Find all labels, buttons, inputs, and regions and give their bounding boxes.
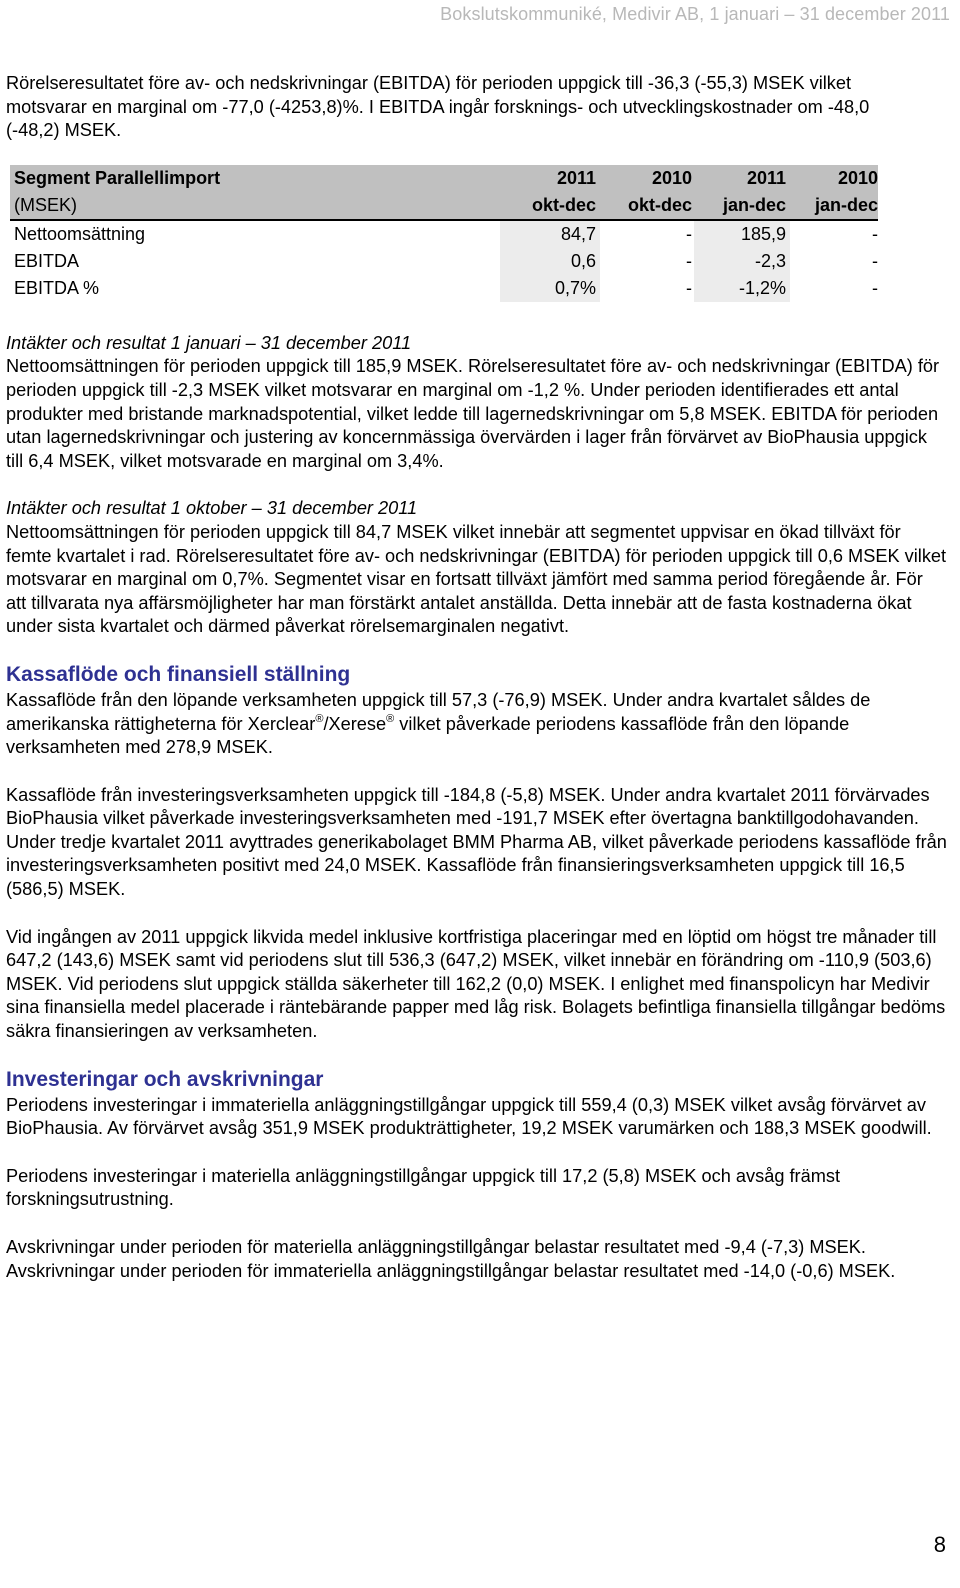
row-label: EBITDA — [14, 250, 80, 271]
investeringar-paragraph-2: Periodens investeringar i materiella anläggningstillgångar uppgick till 17,2 (5,8) MSEK och avsåg främst forskningsutrustning. — [6, 1165, 841, 1210]
col-year: 2010 — [651, 167, 692, 188]
table-header-row-periods — [10, 192, 878, 221]
table-cell: 185,9 — [740, 223, 786, 244]
table-cell: - — [872, 223, 878, 244]
text-span: vilket påverkade periodens kassaflöde från den löpande verksamheten med 278,9 MSEK. — [6, 713, 850, 758]
section-paragraph: Nettoomsättningen för perioden uppgick till 185,9 MSEK. Rörelseresultatet före av- och nedskrivningar (EBITDA) för perioden uppgick till -2,3 MSEK vilket motsvarar en marginal om -1,2 %. Under perioden identifierades ett antal produkter med bristande marknadspotential, vilket ledde till lagernedskrivningar om 5,8 MSEK. EBITDA för perioden utan lagernedskrivningar och justering av koncernmässiga övervärden i lager från förvärvet av BioPhausia uppgick till 6,4 MSEK, vilket motsvarade en marginal om 3,4%. — [6, 356, 940, 471]
table-cell: 0,6 — [570, 250, 596, 271]
table-cell: -2,3 — [754, 250, 786, 271]
section-heading-q4: Intäkter och resultat 1 oktober – 31 december 2011 — [6, 498, 418, 519]
text-span: /Xerese — [323, 713, 387, 734]
table-cell: 0,7% — [554, 277, 596, 298]
kassaflode-paragraph-1 — [6, 689, 948, 760]
row-label: EBITDA % — [14, 277, 100, 298]
heading-kassaflode: Kassaflöde och finansiell ställning — [6, 662, 351, 686]
table-cell: - — [872, 250, 878, 271]
table-row — [10, 221, 878, 248]
table-cell: 84,7 — [560, 223, 596, 244]
investeringar-paragraph-1: Periodens investeringar i immateriella anläggningstillgångar uppgick till 559,4 (0,3) MSEK vilket avsåg förvärvet av BioPhausia. Av förvärvet avsåg 351,9 MSEK produkträttigheter, 19,2 MSEK varumärken och 188,3 MSEK goodwill. — [6, 1094, 932, 1139]
section-paragraph: Nettoomsättningen för perioden uppgick till 84,7 MSEK vilket innebär att segmentet uppvisar en ökad tillväxt för femte kvartalet i rad. Rörelseresultatet före av- och nedskrivningar (EBITDA) för perioden uppgick till 0,6 MSEK vilket motsvarar en marginal om 0,7%. Segmentet visar en fortsatt tillväxt jämfört med samma period föregående år. För att tillvarata nya affärsmöjligheter har man förstärkt antalet anställda. Detta innebär att de fasta kostnaderna ökat under sista kvartalet och därmed påverkat rörelsemarginalen negativt. — [6, 521, 947, 637]
col-period: okt-dec — [627, 194, 692, 215]
col-period: okt-dec — [531, 194, 596, 215]
table-cell: -1,2% — [738, 277, 786, 298]
kassaflode-paragraph-2: Kassaflöde från investeringsverksamheten uppgick till -184,8 (-5,8) MSEK. Under andra kvartalet 2011 förvärvades BioPhausia vilket påverkade investeringsverksamheten med -191,7 MSEK efter övertagna banktillgodohavanden. Under tredje kvartalet 2011 avyttrades generikabolaget BMM Pharma AB, vilket påverkade periodens kassaflöde från investeringsverksamheten positivt med 24,0 MSEK. Kassaflöde från finansieringsverksamheten uppgick till 16,5 (586,5) MSEK. — [6, 784, 947, 900]
table-header-row-years — [10, 165, 878, 192]
table-cell: - — [686, 223, 692, 244]
table-cell: - — [686, 250, 692, 271]
row-label: Nettoomsättning — [14, 223, 146, 244]
col-year: 2011 — [556, 167, 596, 188]
table-cell: - — [686, 277, 692, 298]
section-heading-full-year: Intäkter och resultat 1 januari – 31 december 2011 — [6, 332, 412, 353]
registered-mark: ® — [315, 712, 324, 725]
table-row — [10, 275, 878, 302]
page-header: Bokslutskommuniké, Medivir AB, 1 januari – 31 december 2011 — [440, 4, 950, 24]
table-cell: - — [872, 277, 878, 298]
segment-table — [10, 165, 878, 302]
table-unit: (MSEK) — [14, 194, 77, 215]
col-year: 2011 — [746, 167, 786, 188]
page-number: 8 — [933, 1532, 946, 1557]
investeringar-paragraph-3: Avskrivningar under perioden för materiella anläggningstillgångar belastar resultatet med -9,4 (-7,3) MSEK. Avskrivningar under perioden för immateriella anläggningstillgångar belastar resultatet med -14,0 (-0,6) MSEK. — [6, 1237, 896, 1281]
table-title: Segment Parallellimport — [14, 167, 221, 188]
table-row — [10, 248, 878, 275]
col-year: 2010 — [837, 167, 878, 188]
col-period: jan-dec — [722, 194, 786, 215]
document-body — [6, 72, 948, 1283]
kassaflode-paragraph-3: Vid ingången av 2011 uppgick likvida medel inklusive kortfristiga placeringar med en löptid om högst tre månader till 647,2 (143,6) MSEK samt vid periodens slut till 536,3 (647,2) MSEK, vilket innebär en förändring om -110,9 (503,6) MSEK. Vid periodens slut uppgick ställda säkerheter till 162,2 (0,0) MSEK. I enlighet med finanspolicyn har Medivir sina finansiella medel placerade i räntebärande papper med låg risk. Bolagets befintliga finansiella tillgångar bedöms säkra finansieringen av verksamheten. — [6, 926, 946, 1042]
col-period: jan-dec — [814, 194, 878, 215]
registered-mark: ® — [386, 712, 395, 725]
intro-paragraph: Rörelseresultatet före av- och nedskrivningar (EBITDA) för perioden uppgick till -36,3 (-55,3) MSEK vilket motsvarar en marginal om -77,0 (-4253,8)%. I EBITDA ingår forsknings- och utvecklingskostnader om -48,0 (-48,2) MSEK. — [6, 73, 870, 141]
heading-investeringar: Investeringar och avskrivningar — [6, 1067, 324, 1091]
text-span: Kassaflöde från den löpande verksamheten uppgick till 57,3 (-76,9) MSEK. Under andra kvartalet såldes de amerikanska rättigheterna för Xerclear — [6, 689, 871, 734]
